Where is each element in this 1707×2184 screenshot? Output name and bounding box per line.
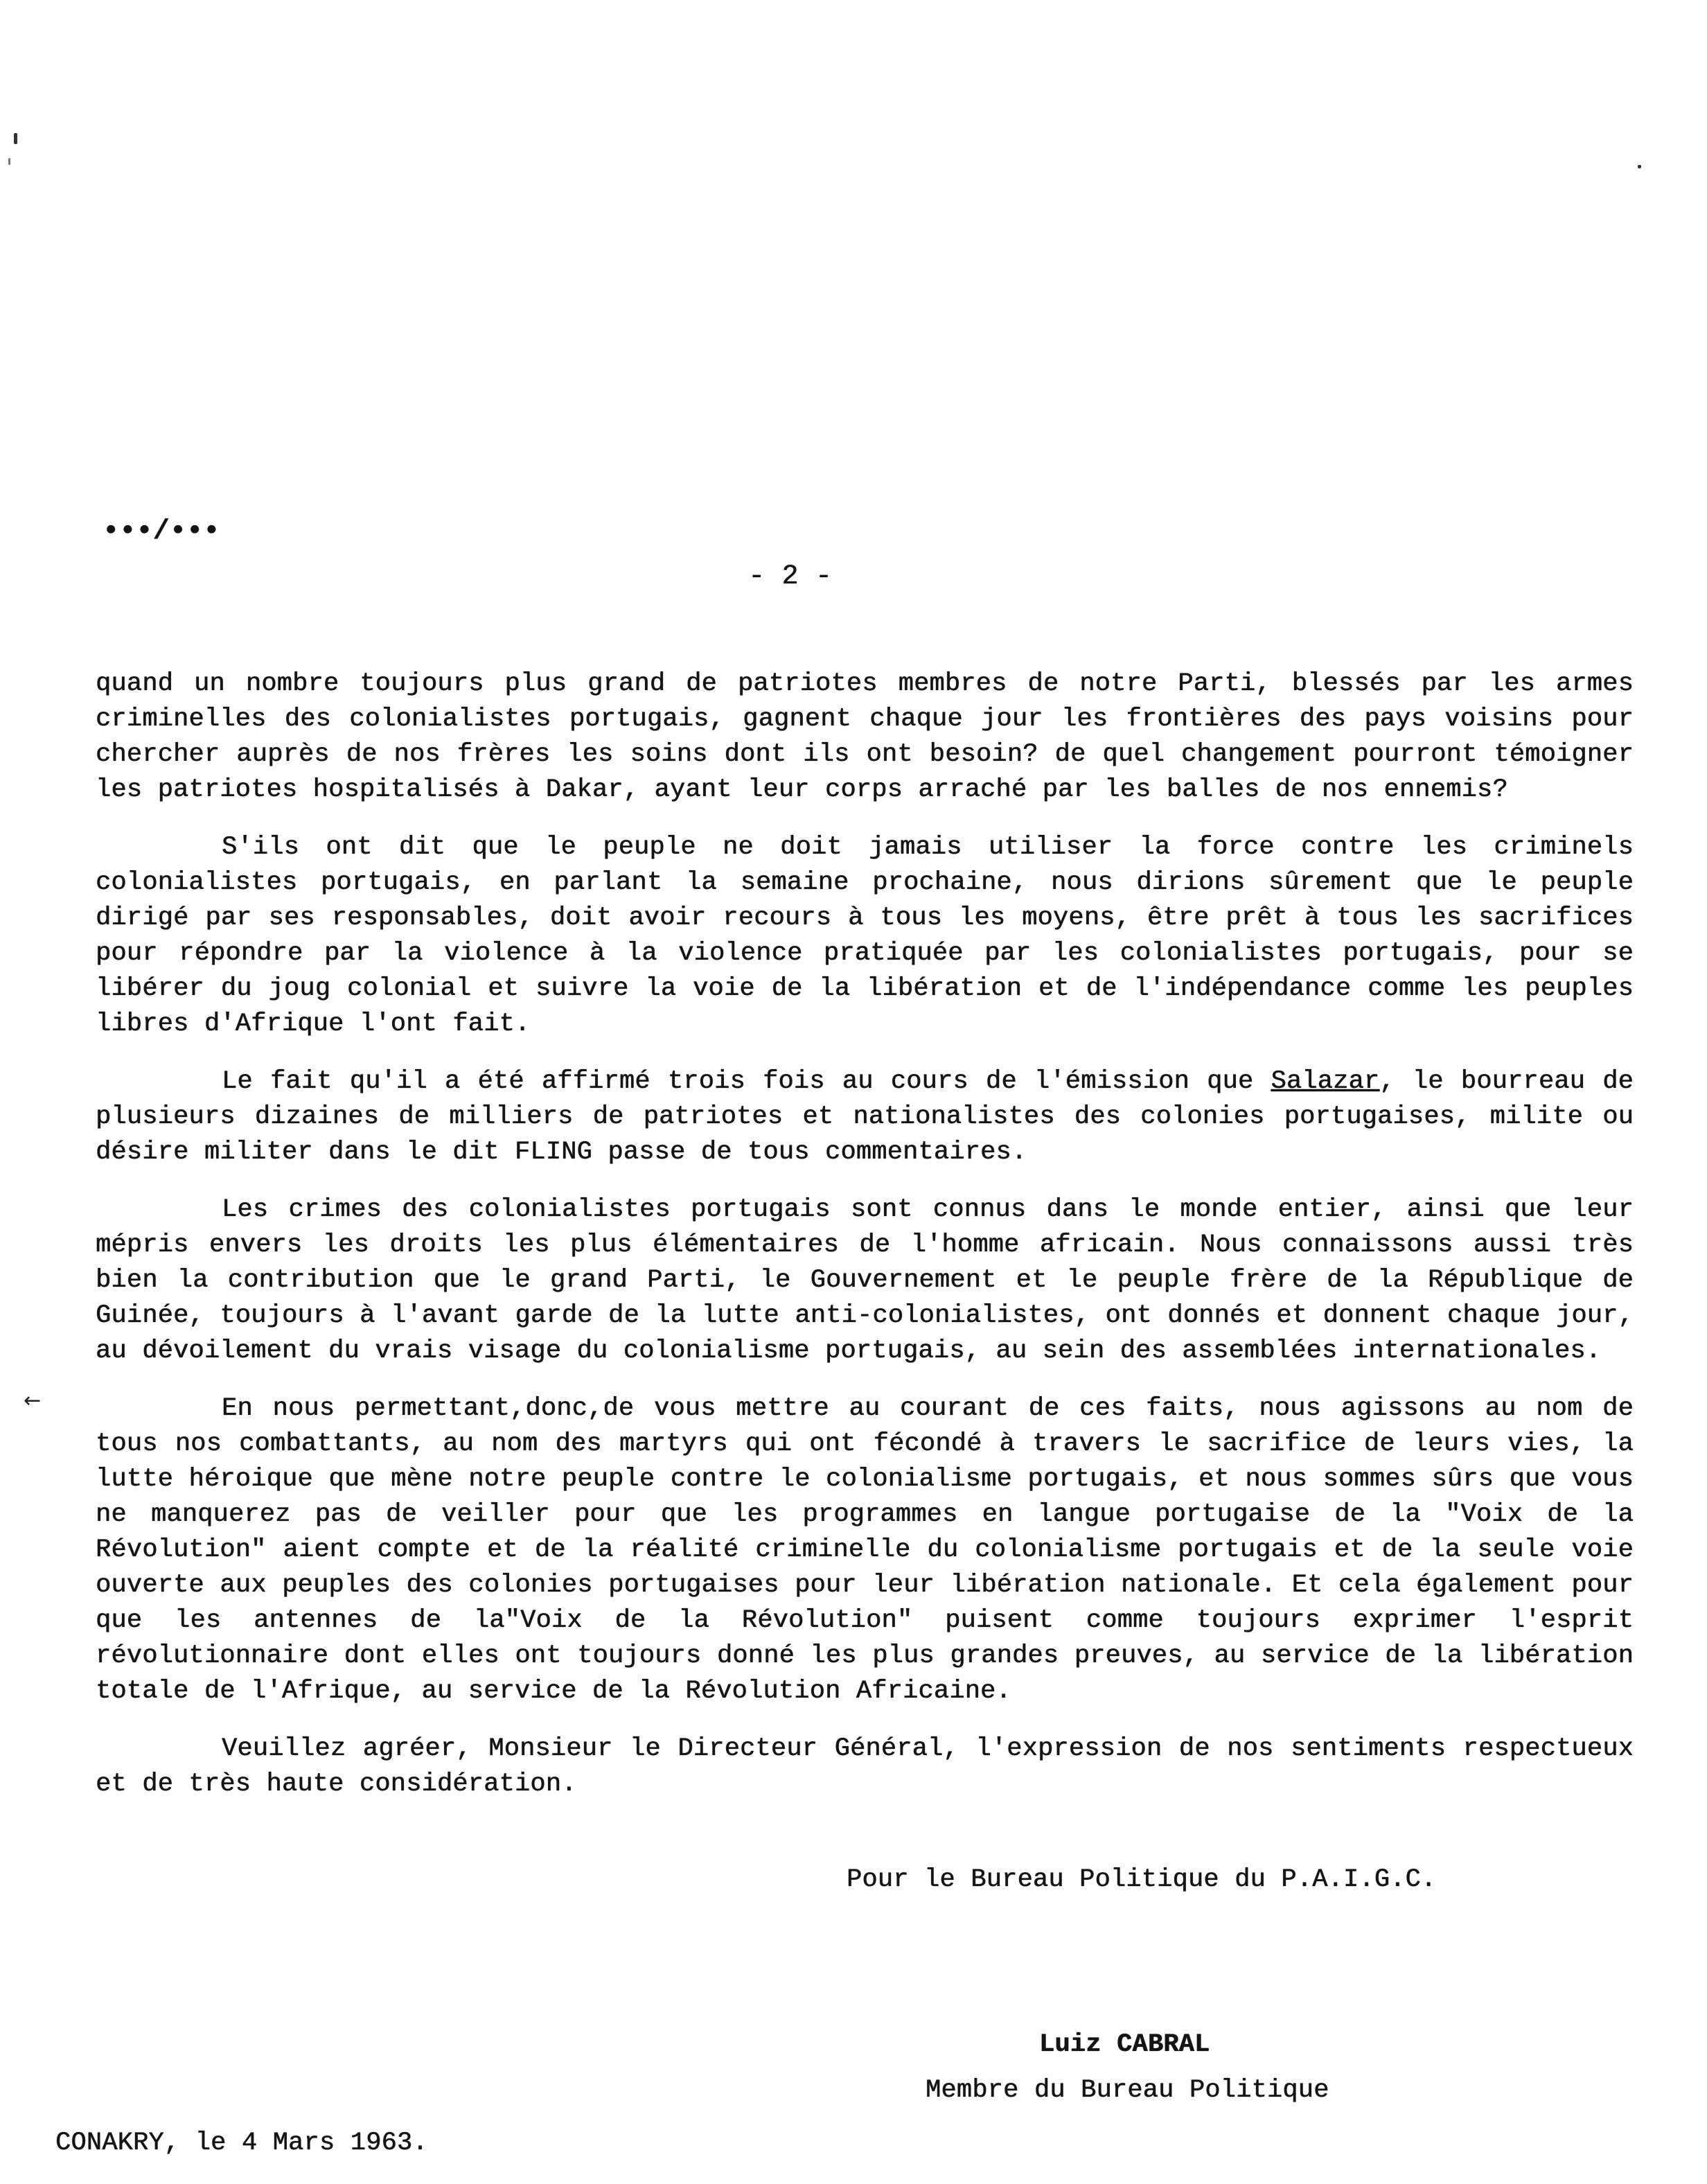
signatory-role: Membre du Bureau Politique <box>926 2076 1329 2105</box>
paragraph-text: Les crimes des colonialistes portugais sont connus dans le monde entier, ainsi que leur mépris envers les droits les plus élémentaires de l'homme africain. Nous connaissons aussi très bien la contribution que le grand Parti, le Gouvernement et le peuple frère de la République de Guinée, toujours à l'avant garde de la lutte anti-colonialistes, ont donnés et donnent chaque jour, au dévoilement du vrais visage du colonialisme portugais, au sein des assemblées internationales. <box>96 1195 1634 1366</box>
paragraph <box>96 830 1634 1042</box>
margin-mark <box>14 133 17 144</box>
paragraph <box>96 1391 1634 1709</box>
underlined-name: Salazar <box>1271 1067 1380 1096</box>
paragraph <box>96 1192 1634 1369</box>
letter-body <box>96 667 1634 1824</box>
margin-mark <box>1638 165 1641 168</box>
paragraph-text: S'ils ont dit que le peuple ne doit jamais utiliser la force contre les criminels colonialistes portugais, en parlant la semaine prochaine, nous dirions sûrement que le peuple dirigé par ses responsables, doit avoir recours à tous les moyens, être prêt à tous les sacrifices pour répondre par la violence à la violence pratiquée par les colonialistes portugais, pour se libérer du joug colonial et suivre la voie de la libération et de l'indépendance comme les peuples libres d'Afrique l'ont fait. <box>96 833 1634 1039</box>
paragraph-text: , le bourreau de plusieurs dizaines de milliers de patriotes et nationalistes des colonies portugaises, milite ou désire militer dans le dit FLING passe de tous commentaires. <box>96 1067 1634 1167</box>
paragraph <box>96 667 1634 808</box>
paragraph-text: En nous permettant,donc,de vous mettre au courant de ces faits, nous agissons au nom de tous nos combattants, au nom des martyrs qui ont fécondé à travers le sacrifice de leurs vies, la lutte héroique que mène notre peuple contre le colonialisme portugais, et nous sommes sûrs que vous ne manquerez pas de veiller pour que les programmes en langue portugaise de la "Voix de la Révolution" aient compte et de la réalité criminelle du colonialisme portugais et de la seule voie ouverte aux peuples des colonies portugaises pour leur libération nationale. Et cela également pour que les antennes de la"Voix de la Révolution" puisent comme toujours exprimer l'esprit révolutionnaire dont elles ont toujours donné les plus grandes preuves, au service de la libération totale de l'Afrique, au service de la Révolution Africaine. <box>96 1394 1634 1706</box>
signature-on-behalf: Pour le Bureau Politique du P.A.I.G.C. <box>847 1865 1437 1894</box>
page-number: - 2 - <box>748 561 833 592</box>
margin-arrow-icon: ← <box>24 1389 42 1413</box>
margin-mark <box>8 158 10 165</box>
place-and-date: CONAKRY, le 4 Mars 1963. <box>55 2129 428 2158</box>
signatory-name: Luiz CABRAL <box>1039 2030 1210 2059</box>
paragraph <box>96 1064 1634 1170</box>
closing-paragraph <box>96 1732 1634 1802</box>
paragraph-text: Veuillez agréer, Monsieur le Directeur Général, l'expression de nos sentiments respectueux et de très haute considération. <box>96 1734 1634 1799</box>
paragraph-text: Le fait qu'il a été affirmé trois fois au cours de l'émission que <box>222 1067 1271 1096</box>
continuation-mark: •••/••• <box>103 516 220 547</box>
paragraph-text: quand un nombre toujours plus grand de patriotes membres de notre Parti, blessés par les armes criminelles des colonialistes portugais, gagnent chaque jour les frontières des pays voisins pour chercher auprès de nos frères les soins dont ils ont besoin? de quel changement pourront témoigner les patriotes hospitalisés à Dakar, ayant leur corps arraché par les balles de nos ennemis? <box>96 669 1634 804</box>
